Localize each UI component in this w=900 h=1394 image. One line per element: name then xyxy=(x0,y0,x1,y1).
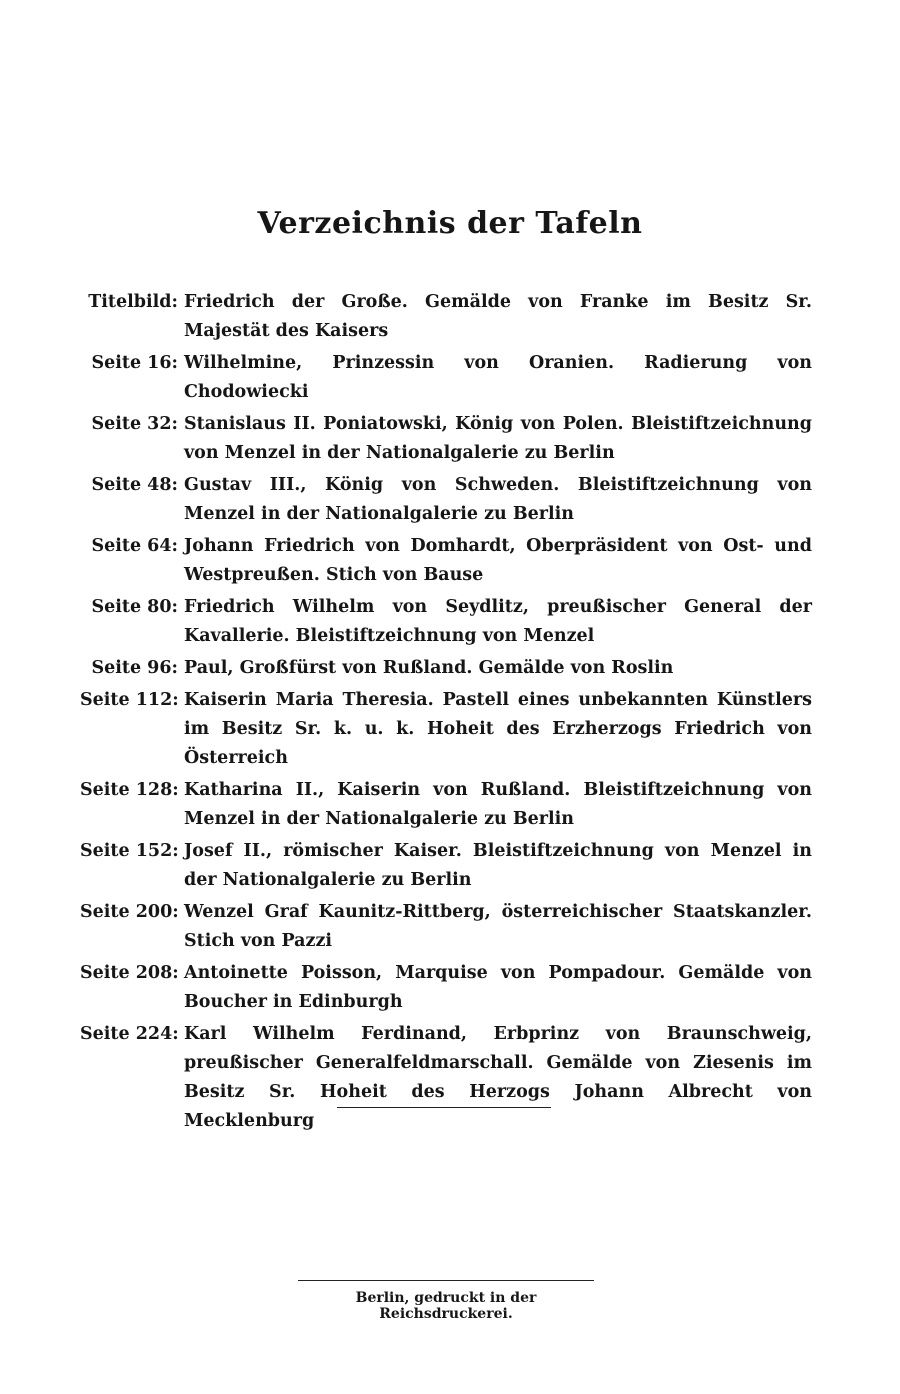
list-item xyxy=(80,349,812,407)
entry-text: Katharina II., Kaiserin von Rußland. Bleistiftzeichnung von Menzel in der Nationalgalerie zu Berlin xyxy=(184,780,812,829)
entry-text: Josef II., römischer Kaiser. Bleistiftzeichnung von Menzel in der Nationalgalerie zu Berlin xyxy=(184,841,812,890)
list-item xyxy=(80,776,812,834)
entry-text: Friedrich Wilhelm von Seydlitz, preußischer General der Kavallerie. Bleistiftzeichnung von Menzel xyxy=(184,597,812,646)
list-item xyxy=(80,837,812,895)
entry-label: Seite 48: xyxy=(91,475,178,495)
page-title: Verzeichnis der Tafeln xyxy=(257,206,643,241)
list-item xyxy=(80,898,812,956)
entry-label: Seite 128: xyxy=(80,780,179,800)
entry-text: Stanislaus II. Poniatowski, König von Polen. Bleistiftzeichnung von Menzel in der Nationalgalerie zu Berlin xyxy=(184,414,812,463)
list-item xyxy=(80,654,812,683)
entry-label: Seite 208: xyxy=(80,963,179,983)
list-item xyxy=(80,593,812,651)
entry-text: Friedrich der Große. Gemälde von Franke im Besitz Sr. Majestät des Kaisers xyxy=(184,292,812,341)
entry-label: Seite 16: xyxy=(91,353,178,373)
entry-label: Seite 32: xyxy=(91,414,178,434)
entry-text: Karl Wilhelm Ferdinand, Erbprinz von Braunschweig, preußischer Generalfeldmarschall. Gemälde von Ziesenis im Besitz Sr. Hoheit des Herzogs Johann Albrecht von Mecklenburg xyxy=(184,1024,812,1131)
entry-label: Seite 224: xyxy=(80,1024,179,1044)
entry-label: Seite 96: xyxy=(91,658,178,678)
list-item xyxy=(80,1020,812,1136)
list-item xyxy=(80,288,812,346)
entry-text: Kaiserin Maria Theresia. Pastell eines unbekannten Künstlers im Besitz Sr. k. u. k. Hoheit des Erzherzogs Friedrich von Österreich xyxy=(184,690,812,768)
entry-label: Seite 64: xyxy=(91,536,178,556)
list-item xyxy=(80,959,812,1017)
entry-text: Paul, Großfürst von Rußland. Gemälde von Roslin xyxy=(184,658,674,678)
entry-label: Seite 80: xyxy=(91,597,178,617)
entry-text: Wenzel Graf Kaunitz-Rittberg, österreichischer Staatskanzler. Stich von Pazzi xyxy=(184,902,812,951)
entry-text: Antoinette Poisson, Marquise von Pompadour. Gemälde von Boucher in Edinburgh xyxy=(184,963,812,1012)
imprint-rule xyxy=(298,1280,594,1281)
entry-label: Seite 200: xyxy=(80,902,179,922)
entry-label: Seite 152: xyxy=(80,841,179,861)
plates-list xyxy=(80,288,812,1139)
divider-rule xyxy=(337,1107,551,1108)
list-item xyxy=(80,686,812,773)
list-item xyxy=(80,532,812,590)
list-item xyxy=(80,410,812,468)
entry-text: Johann Friedrich von Domhardt, Oberpräsident von Ost- und Westpreußen. Stich von Bause xyxy=(184,536,812,585)
entry-text: Gustav III., König von Schweden. Bleistiftzeichnung von Menzel in der Nationalgalerie zu Berlin xyxy=(184,475,812,524)
list-item xyxy=(80,471,812,529)
printer-imprint: Berlin, gedruckt in der Reichsdruckerei. xyxy=(355,1290,537,1322)
entry-label: Titelbild: xyxy=(88,292,178,312)
entry-text: Wilhelmine, Prinzessin von Oranien. Radierung von Chodowiecki xyxy=(184,353,812,402)
entry-label: Seite 112: xyxy=(80,690,179,710)
